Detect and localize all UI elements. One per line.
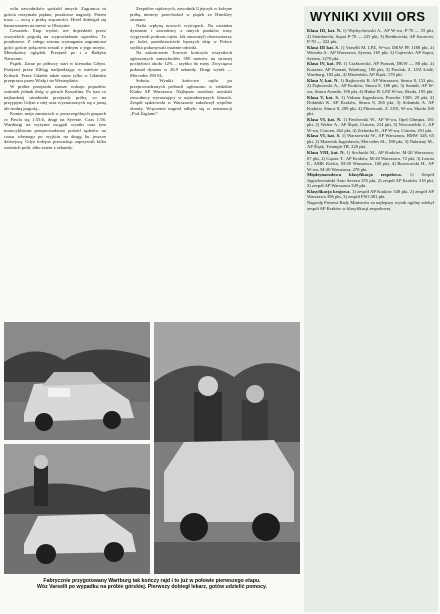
result-class-label: Klasa IV, kat. IV. xyxy=(307,61,342,67)
result-class-label: Klasa V, kat. S. xyxy=(307,94,340,100)
article-paragraph: Koniec maja zamiarach w poszczególnych grupach ro Pawla się 1:55.6, drugi na Syrenie. Czas 1:56. Wartburgi na wyżynie osiągali wyniki oraz tym motocyklistom przeprowadzono pośród sędziów na czasu własnego po wyjściu na drogę ku jeszcze dzisiejszą. Gdyż kolejno prowadząc zapisywali kilka ostatnich prób, albo zatem z sekundy. xyxy=(4,111,106,150)
photo-drivers xyxy=(154,322,300,574)
result-text: 1) Ciaźkowski, AP Poznań, DKW — 88 pkt, 2) Kuszner, AP Poznań, Wartburg, 180 pkt, 3) Pawlak, Z. LPZ Łódź, Wartburg, 182 pkt, 4) Mieżeński, AP Śląsk, 170 pkt. xyxy=(307,61,434,78)
results-column xyxy=(304,6,438,612)
result-entry xyxy=(307,28,434,45)
article-column-2 xyxy=(130,6,232,242)
dkw-photo-illustration xyxy=(4,444,150,574)
result-class-label: Klasa VIII, kat. N. xyxy=(307,150,345,156)
result-entry xyxy=(307,133,434,150)
result-class-label: Klasa VI, kat. S. xyxy=(307,133,341,139)
article-paragraph: Sobota. Wyniki końcowe rajdu po przeprowadzonych próbach ogłoszono w siedzibie Klubu AP Warszawa. Najlepsze rezultaty uzyskali zawodnicy wyruszający w najtrudniejszych klasach. Zespół sędziowski w Warszawie zakończył wspólne obrady. Wręczenie nagród odbyło się w restauracji „Pod Żaglami". xyxy=(130,78,232,117)
result-text: 1) Zespół Jugosłowiański Auto Saveza 255 pkt, 2) zespół AP Kraków 318 pkt, 3) zespół AP Warszawa 329 pkt. xyxy=(307,172,434,189)
result-entry xyxy=(307,61,434,78)
result-text: 1) Rajkowski B. AP Warszawa, Simca 8, 152 pkt, 2) Dąbrowski A., AP Kraków, Simca 8, 180 pkt, 3) Szmidt, AP W-wa, Simca Aronde, 190 pkt, 4) Huber B. LPZ W-wa, Skoda, 195 pkt. xyxy=(307,77,434,95)
result-entry xyxy=(307,117,434,134)
result-class-label: Klasyfikacja krajowa. xyxy=(307,188,351,194)
caption-line: Fabrycznie przygotowany Wartburg tak kończy rajd i to już w połowie pierwszego etapu. xyxy=(43,578,261,584)
article-paragraph: Czwartek. Etap wydać, nie dojeżdżali przez wszystkich pogodą na wypowiadanie ogrodów. To poudniowe. Z całego sezonu wymagania zagraniczni gości goście połączeni zostali z jednym z jego miejsc. Mieszkańcy oglądali. Przejazd po i z Bałtyku Naroczan. xyxy=(4,28,106,61)
result-class-label: Klasa III kat. S. xyxy=(307,44,340,50)
results-list xyxy=(304,28,438,211)
result-text: 1) Vidmar Jugosławia, Porsche 1300, 20 pkt, 2) Dobiński K. AP Kraków, Simca 8, 265 pkt, 3) Sobański A. AP Kraków, Simca 8, 289 pkt, 4) Flinerczak, Z. LPZ, W-wa, Skoda 160 pkt. xyxy=(307,94,434,117)
result-class-label: Klasa V, kat. N. xyxy=(307,77,339,83)
result-class-label: Międzynarodowa klasyfikacja zespołowa. xyxy=(307,172,402,178)
result-entry xyxy=(307,45,434,62)
result-text: 1) Warszewski W., AP Warszawa, BMW 328, 65 pkt, 2) Materiak Jugosławia, Mercedes SL, 188 pkt, 3) Nabożny M., AP Śląsk, Triumph TR, 220 pkt. xyxy=(307,133,434,150)
result-entry xyxy=(307,150,434,172)
drivers-photo-illustration xyxy=(154,322,300,574)
result-text: 1) Sochacki M., AP Kraków, M-20 Warszawa, 67 pkt, 2) Gąsior T., AP Kraków, M-20 Warszawa, 72 pkt, 3) Lasota E., AMK Kielce, M-20 Warszawa, 160 pkt, 4) Brzozowski H., AP W-wa, M-20 Warszawa, 270 pkt. xyxy=(307,150,434,172)
result-class-label: Klasa VI, kat. N. xyxy=(307,116,342,122)
photo-caption xyxy=(4,578,300,590)
article-paragraph: W próbie przejazdu starsze rodzaju pojazdów wskutek jednak dróg w górach Koszalina. Po tym co najbardziej utrudniała przejazdy próby, co na przyjętym Gdyni z niej oraz wyznaczonych się z jasną ale trudną pogodą... xyxy=(4,83,106,111)
result-text: 1) Wędrychowski A., AP W-wa, P-70 — 55 pkt, 2) Steinbrecht, Sopot P-70 — 225 pkt, 3) Bieńkowski, AP Szczecin, P-70 — 322 pkt. xyxy=(307,28,434,45)
result-text: Nagrodę Prezesa Rady Ministrów za najlepszy wynik ogólny zdobył zespół AP Kraków w klasyfikacji zespołowej. xyxy=(307,199,434,211)
caption-line: Wóz Varselli po wypadku na próbie górskiej. Pierwszy dobiegł lekarz, gotów udzielić pomocy. xyxy=(37,584,267,591)
article-paragraph: Na zakończenie Tczewie kończyła wszystkich zgłoszonych samochodów 500 metrów na stromej pochyłości około 12% – szybko do mety. Zwycięzca pokonał dystans w 26.9 sekundy. Drugi wynik — Mercedes 190 SL. xyxy=(130,50,232,78)
result-text: 1) Pawłowski W., AP W-wa, Opel Olimpia, 181 pkt, 2) Walter A., AP Śląsk, Citroen, 214 pkt, 3) Nowosielski J., AP W-wa, Citroen, 262 pkt, 4) Zielonka R., AP W-wa, Citroen, 291 pkt. xyxy=(307,116,434,133)
article-column-1 xyxy=(4,6,106,320)
photo-collage xyxy=(4,322,300,574)
result-entry xyxy=(307,189,434,200)
result-entry xyxy=(307,200,434,211)
result-entry xyxy=(307,78,434,95)
article-paragraph: Piątek. Zaraz po północy start w kierunku Gdyni. Przejazd przez Elbląg nadjeżdżając w mieście po Kokach. Przez Gdańsk także samo tylko w Gdańsku przeprawa przez Wisłę i na Westerplatte. xyxy=(4,61,106,84)
article-paragraph: Nafta wpłyną nowych wyścigach. Na ostatnim dystansie i zawodnicy z innych punktów trasy wygrywali podczas rajdu. Jak zauważyli obserwatorzy po kolei, przedstawiciele lepszych ekip w Polsce szybko pokonywali ostatnie odcinki. xyxy=(130,22,232,50)
results-title: WYNIKI XVIII ORS xyxy=(310,9,426,24)
photo-wartburg-car xyxy=(4,322,150,440)
photo-dkw-car xyxy=(4,444,150,574)
result-entry xyxy=(307,95,434,117)
result-class-label: Klasa III, kat. N. xyxy=(307,28,342,33)
result-text: 1) zespół AP Kraków 348 pkt, 2) zespół AP Warszawa 396 pkt, 3) zespół FSO 481 pkt. xyxy=(307,188,434,200)
result-text: 1) Varselli M. LPZ, W-wa, DKW FE 1188 pkt, 2) Wierzba S., AP Warszawa, Syrena, 165 pkt, 3) Gajewski, AP Sopot, Syrena, 1276 pkt. xyxy=(307,44,434,61)
article-paragraph: Zespołów rajdowych, zawodnik Ujejczyk w kolejne próbę niestety przechodził w piątek ze Hinckley stratami. xyxy=(130,6,232,23)
car-photo-illustration xyxy=(4,322,150,440)
result-entry xyxy=(307,172,434,189)
article-paragraph: wilu zawodników spośród innych. Zagranica ni gościa otrzymała piękne, puszkowe nagrody. Potem trasa — nocą z próbą zręczności. Hotel dobiegał się hamowaniem na mecie w Olsztynie. xyxy=(4,6,106,28)
